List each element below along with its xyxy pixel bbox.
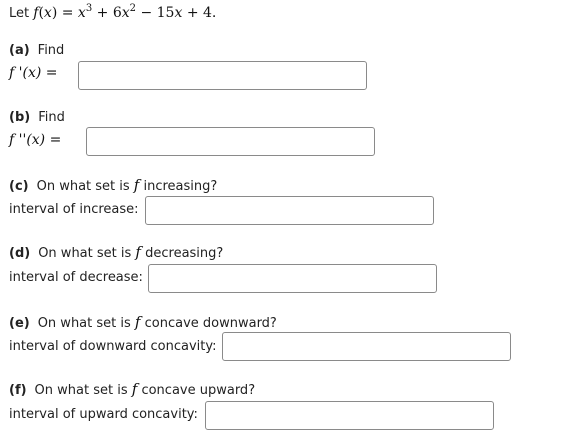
part-b-header: [9, 110, 65, 125]
problem-statement: [9, 5, 216, 21]
part-a-lhs: f '(x) =: [9, 65, 58, 81]
part-d-field-label: interval of decrease:: [9, 270, 143, 285]
part-a-header: [9, 43, 64, 58]
part-a-answer-input[interactable]: [79, 62, 366, 89]
part-f-answer-box[interactable]: [205, 401, 494, 430]
part-e-field-label: interval of downward concavity:: [9, 339, 217, 354]
part-b-lhs: f ''(x) =: [9, 132, 62, 148]
part-b-answer-input[interactable]: [87, 128, 374, 155]
part-c-answer-box[interactable]: [145, 196, 434, 225]
part-c-label: (c): [9, 179, 29, 194]
part-e-question: (e) On what set is f concave downward?: [9, 313, 277, 331]
part-e-label: (e): [9, 316, 30, 331]
function-definition: $f(x) = x^3 + 6x^2 - 15x + 4$.: [33, 3, 217, 21]
part-b-prompt: Find: [38, 110, 65, 125]
part-b-answer-box[interactable]: [86, 127, 375, 156]
let-label: Let: [9, 6, 30, 21]
part-b-label: (b): [9, 110, 31, 125]
part-d-answer-input[interactable]: [149, 265, 436, 292]
part-d-label: (d): [9, 246, 31, 261]
part-c-question: (c) On what set is f increasing?: [9, 176, 218, 194]
part-c-f-symbol: f: [133, 176, 140, 194]
part-f-question: (f) On what set is f concave upward?: [9, 380, 256, 398]
part-f-f-symbol: f: [131, 380, 138, 398]
part-d-answer-box[interactable]: [148, 264, 437, 293]
part-d-question: (d) On what set is f decreasing?: [9, 243, 224, 261]
part-e-answer-box[interactable]: [222, 332, 511, 361]
part-f-field-label: interval of upward concavity:: [9, 407, 198, 422]
part-f-answer-input[interactable]: [206, 402, 493, 429]
part-e-f-symbol: f: [134, 313, 141, 331]
part-d-f-symbol: f: [135, 243, 141, 261]
part-a-answer-box[interactable]: [78, 61, 367, 90]
part-f-label: (f): [9, 383, 27, 398]
part-c-field-label: interval of increase:: [9, 202, 139, 217]
part-a-label: (a): [9, 43, 30, 58]
part-e-answer-input[interactable]: [223, 333, 510, 360]
part-c-answer-input[interactable]: [146, 197, 433, 224]
part-a-prompt: Find: [37, 43, 65, 58]
